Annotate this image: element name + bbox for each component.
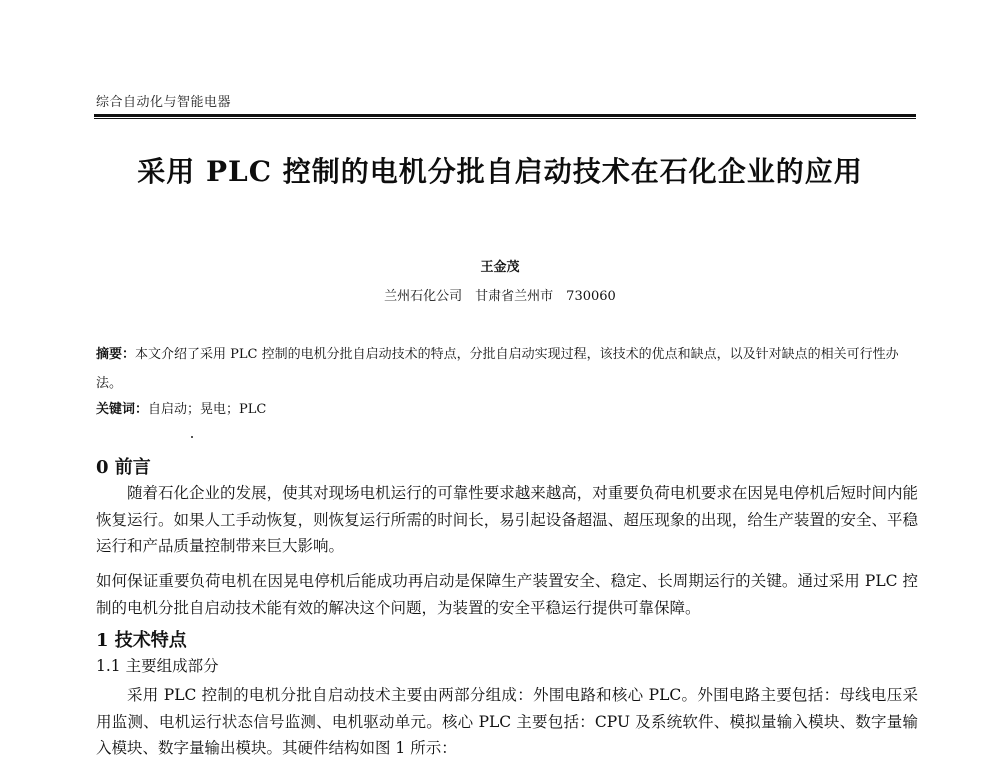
keywords-label: 关键词： [96, 402, 149, 417]
paragraph: 采用 PLC 控制的电机分批自启动技术主要由两部分组成：外围电路和核心 PLC。外围电路主要包括：母线电压采用监测、电机运行状态信号监测、电机驱动单元。核心 PLC 主要包括：CPU 及系统软件、模拟量输入模块、数字量输入模块、数字量输出模块。其硬件结构如图 1 所示： [96, 686, 918, 757]
journal-running-header: 综合自动化与智能电器 [96, 95, 232, 110]
paragraph: 如何保证重要负荷电机在因晃电停机后能成功再启动是保障生产装置安全、稳定、长周期运行的关键。通过采用 PLC 控制的电机分批自启动技术能有效的解决这个问题，为装置的安全平稳运行提供可靠保障。 [96, 572, 918, 617]
author-affiliation: 兰州石化公司 甘肃省兰州市 730060 [384, 289, 616, 304]
author-name: 王金茂 [480, 260, 520, 275]
keywords [96, 398, 916, 422]
keywords-text: 自启动；晃电；PLC [148, 402, 267, 417]
paper-title: 采用 PLC 控制的电机分批自启动技术在石化企业的应用 [137, 155, 863, 188]
abstract-text: 本文介绍了采用 PLC 控制的电机分批自启动技术的特点，分批自启动实现过程，该技术的优点和缺点，以及针对缺点的相关可行性办法。 [96, 347, 899, 391]
header-rule [94, 114, 916, 119]
abstract [96, 340, 916, 398]
scan-speck [191, 436, 193, 438]
paragraph: 随着石化企业的发展，使其对现场电机运行的可靠性要求越来越高，对重要负荷电机要求在因晃电停机后短时间内能恢复运行。如果人工手动恢复，则恢复运行所需的时间长，易引起设备超温、超压现象的出现，给生产装置的安全、平稳运行和产品质量控制带来巨大影响。 [96, 484, 918, 555]
subsection-heading-main-components: 1.1 主要组成部分 [96, 657, 219, 675]
section-heading-introduction: 0 前言 [96, 457, 151, 478]
abstract-label: 摘要： [96, 347, 136, 362]
section-heading-technical-features: 1 技术特点 [96, 630, 187, 651]
